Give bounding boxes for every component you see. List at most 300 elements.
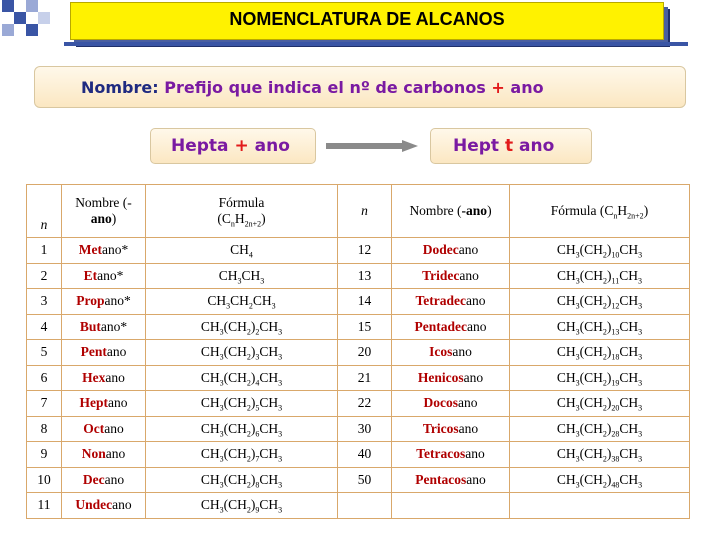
formula-subscript: 13 [611,327,620,337]
cell-formula [146,289,338,315]
formula-subscript: 3 [226,301,231,311]
cell-nombre2-prefix: Tetradec [415,293,466,309]
cell-n: 10 [27,467,62,493]
formula-subscript: 2 [246,403,251,413]
cell-nombre2-suffix: ano [463,369,484,385]
cell-nombre2-prefix: Pentadec [414,318,467,334]
formula-text: CH [230,242,249,258]
formula-text: (CH [579,446,603,462]
cell-nombre-prefix: Hept [79,395,108,411]
cell-formula [146,442,338,468]
formula-subscript: 2 [246,327,251,337]
formula-subscript: 11 [611,276,620,286]
cell-nombre2-prefix: Tricos [422,420,459,436]
header-formula [146,185,338,238]
formula-subscript: 10 [611,250,620,260]
formula-subscript: 3 [638,301,643,311]
cell-nombre-suffix: ano [112,497,132,513]
formula-subscript: 12 [611,301,620,311]
formula-text: CH [556,293,576,309]
formula-subscript: 2 [602,403,607,413]
example-right [453,136,554,156]
cell-n: 1 [27,238,62,264]
formula-subscript: 3 [575,403,580,413]
formula-text: CH [556,344,576,360]
formula-text: (CH [579,293,603,309]
formula-subscript: 5 [255,403,260,413]
cell-formula [146,365,338,391]
cell-formula2 [510,365,690,391]
cell-n2: 14 [338,289,392,315]
formula-text: ) [250,497,256,513]
formula-text: ) [606,369,612,385]
cell-nombre [62,391,146,417]
formula-subscript: 3 [237,276,242,286]
formula-subscript: 2 [602,378,607,388]
formula-subscript: 3 [219,454,224,464]
formula-subscript: 4 [248,250,253,260]
cell-nombre2 [392,365,510,391]
cell-nombre-suffix: ano* [104,293,131,309]
cell-nombre-suffix: ano [105,369,125,385]
formula-subscript: 3 [638,352,643,362]
formula-subscript: 9 [255,505,260,515]
formula-subscript: 2 [246,480,251,490]
naming-rule-box [34,66,686,108]
header-formula2-end: ) [643,203,649,218]
formula-text: (CH [223,446,247,462]
formula-text: ) [606,420,612,436]
formula-text: CH [619,395,639,411]
formula-text: ) [606,293,612,309]
formula-text: CH [200,446,220,462]
formula-subscript: 2 [602,454,607,464]
formula-text: CH [556,420,576,436]
formula-subscript: 3 [638,480,643,490]
cell-nombre2-suffix: ano [458,420,479,436]
formula-text: CH [259,420,279,436]
cell-nombre [62,289,146,315]
table-row [27,238,690,264]
formula-subscript: 2 [246,429,251,439]
formula-text: ) [606,344,612,360]
header-nombre [62,185,146,238]
header-formula-end: ) [261,211,266,226]
cell-nombre [62,467,146,493]
formula-subscript: 3 [638,429,643,439]
cell-n: 4 [27,314,62,340]
formula-subscript: 8 [255,480,260,490]
formula-subscript: 3 [638,327,643,337]
formula-text: ) [606,471,612,487]
cell-nombre-suffix: ano [106,344,127,360]
cell-nombre [62,365,146,391]
cell-n: 6 [27,365,62,391]
cell-nombre2-suffix: ano [452,344,472,360]
formula-subscript: 3 [575,480,580,490]
cell-n2: 20 [338,340,392,366]
formula-text: ) [606,446,612,462]
formula-subscript: 7 [255,454,260,464]
formula-subscript: 20 [611,403,620,413]
cell-nombre-suffix: ano* [100,318,128,334]
cell-nombre-prefix: Met [78,242,102,258]
cell-formula [146,416,338,442]
formula-subscript: 2 [246,454,251,464]
table-body [27,238,690,519]
formula-subscript: 3 [278,454,283,464]
cell-nombre-suffix: ano [104,471,125,487]
formula-text: (CH [579,242,603,258]
title-underline [64,42,688,46]
formula-subscript: 2 [602,250,607,260]
header-nombre-post: ) [111,211,117,226]
table-row [27,289,690,315]
formula-text: CH [230,293,249,309]
formula-text: CH [619,293,639,309]
cell-nombre-suffix: ano [104,420,124,436]
cell-n2: 40 [338,442,392,468]
cell-nombre-prefix: Undec [75,497,113,513]
example-left-suffix: ano [254,136,290,156]
formula-text: (CH [579,395,603,411]
formula-subscript: 2 [246,378,251,388]
cell-nombre-prefix: Oct [83,420,105,436]
formula-text: (CH [223,369,247,385]
formula-subscript: 3 [638,454,643,464]
formula-subscript: 2 [602,429,607,439]
formula-text: (CH [579,369,603,385]
formula-text: CH [556,395,576,411]
cell-nombre2-prefix: Docos [423,395,458,411]
formula-text: CH [200,497,220,513]
formula-text: CH [241,267,261,283]
header-formula2-sub-2n2: 2n+2 [627,211,644,221]
formula-text: (CH [223,318,247,334]
formula-text: (CH [223,420,247,436]
header-formula2-h: H [617,203,628,218]
cell-nombre2 [392,493,510,519]
cell-n: 8 [27,416,62,442]
cell-formula [146,263,338,289]
formula-text: CH [259,446,279,462]
header-formula2-sub-n: n [613,211,618,221]
formula-subscript: 38 [611,454,620,464]
formula-text: CH [259,471,279,487]
cell-formula2 [510,442,690,468]
formula-subscript: 3 [278,429,283,439]
formula-subscript: 2 [248,301,253,311]
cell-nombre2 [392,340,510,366]
formula-text: CH [557,267,576,283]
cell-formula [146,391,338,417]
formula-text: CH [259,497,279,513]
cell-nombre-suffix: ano* [101,242,129,258]
formula-subscript: 3 [219,429,224,439]
example-left [171,136,290,156]
formula-text: CH [218,267,238,283]
alkanes-table [26,184,690,519]
formula-text: ) [606,242,612,258]
formula-subscript: 18 [611,352,620,362]
cell-n2: 21 [338,365,392,391]
formula-text: ) [250,395,256,411]
formula-subscript: 3 [219,327,224,337]
formula-text: CH [200,369,220,385]
formula-subscript: 3 [219,352,224,362]
cell-nombre2 [392,238,510,264]
cell-nombre [62,340,146,366]
formula-subscript: 2 [602,301,607,311]
cell-formula2 [510,289,690,315]
cell-n2: 22 [338,391,392,417]
formula-text: CH [207,293,227,309]
header-nombre2-bold: -ano [461,203,488,218]
cell-nombre-prefix: Et [83,267,98,283]
cell-nombre [62,416,146,442]
formula-subscript: 3 [638,378,643,388]
cell-nombre2 [392,416,510,442]
cell-n: 9 [27,442,62,468]
formula-text: CH [200,420,220,436]
cell-n2: 13 [338,263,392,289]
example-right-box [430,128,592,164]
formula-text: CH [200,395,220,411]
formula-subscript: 2 [246,505,251,515]
page-title: NOMENCLATURA DE ALCANOS [229,9,505,29]
formula-subscript: 3 [278,403,283,413]
formula-subscript: 3 [575,378,580,388]
title-banner [70,2,664,40]
formula-text: (CH [579,267,604,283]
formula-subscript: 28 [611,429,620,439]
formula-text: ) [606,395,612,411]
table-row [27,442,690,468]
cell-nombre2 [392,263,510,289]
cell-nombre2 [392,467,510,493]
cell-nombre2 [392,289,510,315]
header-formula-sub-n: n [230,219,235,229]
cell-formula2 [510,238,690,264]
formula-text: CH [619,344,639,360]
cell-n: 5 [27,340,62,366]
cell-nombre [62,263,146,289]
rule-label: Nombre: [81,78,159,97]
cell-nombre2-prefix: Icos [429,344,453,360]
formula-text: CH [619,318,639,334]
formula-text: ) [250,471,256,487]
formula-subscript: 3 [278,352,283,362]
cell-formula2 [510,467,690,493]
table-row [27,493,690,519]
formula-subscript: 3 [638,250,643,260]
formula-subscript: 3 [260,276,265,286]
formula-text: CH [556,242,576,258]
header-formula-h: H [234,211,245,226]
cell-nombre-suffix: ano [108,395,128,411]
formula-text: CH [259,318,279,334]
formula-subscript: 3 [575,301,580,311]
formula-subscript: 3 [219,480,224,490]
header-nombre2-pre: Nombre ( [409,203,462,218]
formula-text: (CH [223,471,247,487]
formula-text: (CH [579,318,603,334]
formula-text: CH [619,242,639,258]
cell-formula [146,314,338,340]
arrow-right-icon [326,140,418,152]
formula-subscript: 48 [611,480,620,490]
formula-text: (CH [223,395,247,411]
formula-text: CH [619,471,639,487]
cell-nombre2-suffix: ano [465,446,485,462]
formula-subscript: 3 [575,327,580,337]
cell-nombre2 [392,442,510,468]
formula-subscript: 2 [602,352,607,362]
cell-formula [146,238,338,264]
cell-nombre2-prefix: Dodec [422,242,459,258]
rule-plus: + [491,78,505,97]
table-row [27,467,690,493]
formula-subscript: 6 [255,429,260,439]
cell-nombre2 [392,391,510,417]
table-row [27,365,690,391]
formula-subscript: 3 [637,276,642,286]
formula-subscript: 3 [219,403,224,413]
formula-text: ) [250,344,256,360]
header-n2: n [338,185,392,238]
formula-text: (CH [579,344,603,360]
cell-formula [146,340,338,366]
cell-n2: 15 [338,314,392,340]
formula-text: CH [556,318,576,334]
header-n: n [27,185,62,238]
cell-formula2 [510,493,690,519]
cell-formula [146,467,338,493]
formula-text: CH [619,420,639,436]
formula-subscript: 2 [602,327,607,337]
formula-text: CH [200,344,220,360]
example-right-suffix: ano [519,136,555,156]
formula-text: (CH [223,497,247,513]
cell-nombre2-prefix: Tridec [422,267,460,283]
formula-text: ) [606,318,612,334]
cell-n2: 30 [338,416,392,442]
formula-subscript: 3 [271,301,276,311]
formula-text: ) [250,369,256,385]
header-formula-c: (C [217,211,231,226]
decorative-checker [2,0,50,48]
formula-subscript: 2 [255,327,260,337]
formula-text: CH [556,446,576,462]
formula-subscript: 4 [255,378,260,388]
cell-nombre2 [392,314,510,340]
cell-formula [146,493,338,519]
cell-n2: 50 [338,467,392,493]
header-formula-label: Fórmula [218,195,265,210]
formula-subscript: 3 [219,505,224,515]
example-left-box [150,128,316,164]
cell-nombre-prefix: Pent [80,344,107,360]
formula-text: CH [619,267,638,283]
formula-text: CH [556,369,576,385]
formula-subscript: 2 [602,480,607,490]
cell-nombre-prefix: Prop [76,293,105,309]
formula-text: CH [259,395,279,411]
cell-n2 [338,493,392,519]
formula-text: CH [200,471,220,487]
formula-text: ) [250,420,256,436]
formula-subscript: 3 [638,403,643,413]
cell-nombre2-suffix: ano [458,395,478,411]
cell-nombre2-suffix: ano [459,267,479,283]
formula-text: CH [259,369,279,385]
cell-nombre [62,442,146,468]
rule-suffix: ano [510,78,544,97]
header-nombre-pre: Nombre (- [75,195,132,210]
formula-subscript: 3 [575,429,580,439]
cell-formula2 [510,314,690,340]
cell-nombre-prefix: Hex [82,369,106,385]
formula-text: (CH [223,344,247,360]
formula-subscript: 2 [246,352,251,362]
formula-subscript: 2 [603,276,608,286]
formula-text: CH [556,471,576,487]
example-right-prefix: Hept [453,136,500,156]
formula-text: CH [200,318,220,334]
cell-nombre2-suffix: ano [466,318,487,334]
cell-nombre-suffix: ano* [97,267,124,283]
cell-nombre-prefix: But [79,318,101,334]
table-header-row [27,185,690,238]
cell-nombre2-suffix: ano [466,471,486,487]
cell-nombre-prefix: Non [81,446,106,462]
cell-nombre [62,238,146,264]
cell-nombre [62,493,146,519]
cell-formula2 [510,263,690,289]
table-row [27,416,690,442]
cell-n: 2 [27,263,62,289]
cell-n: 11 [27,493,62,519]
header-formula2-pre: Fórmula (C [550,203,614,218]
table-row [27,263,690,289]
formula-subscript: 3 [575,276,580,286]
cell-nombre2-suffix: ano [466,293,486,309]
header-nombre2 [392,185,510,238]
cell-n: 7 [27,391,62,417]
formula-subscript: 3 [278,505,283,515]
table-row [27,340,690,366]
formula-subscript: 3 [278,378,283,388]
cell-nombre2-prefix: Henicos [417,369,464,385]
formula-subscript: 3 [575,454,580,464]
formula-text: (CH [579,471,603,487]
header-nombre2-post: ) [487,203,492,218]
header-nombre-bold: ano [90,211,112,226]
rule-text: Prefijo que indica el nº de carbonos [164,78,486,97]
formula-text: ) [250,318,256,334]
table-row [27,314,690,340]
cell-nombre-suffix: ano [105,446,126,462]
header-formula2 [510,185,690,238]
formula-text: (CH [579,420,603,436]
example-left-prefix: Hepta [171,136,229,156]
example-right-mid: t [504,136,514,156]
formula-subscript: 19 [611,378,620,388]
formula-text: CH [259,344,279,360]
formula-text: CH [619,369,639,385]
cell-nombre2-prefix: Pentacos [415,471,467,487]
formula-subscript: 3 [219,378,224,388]
